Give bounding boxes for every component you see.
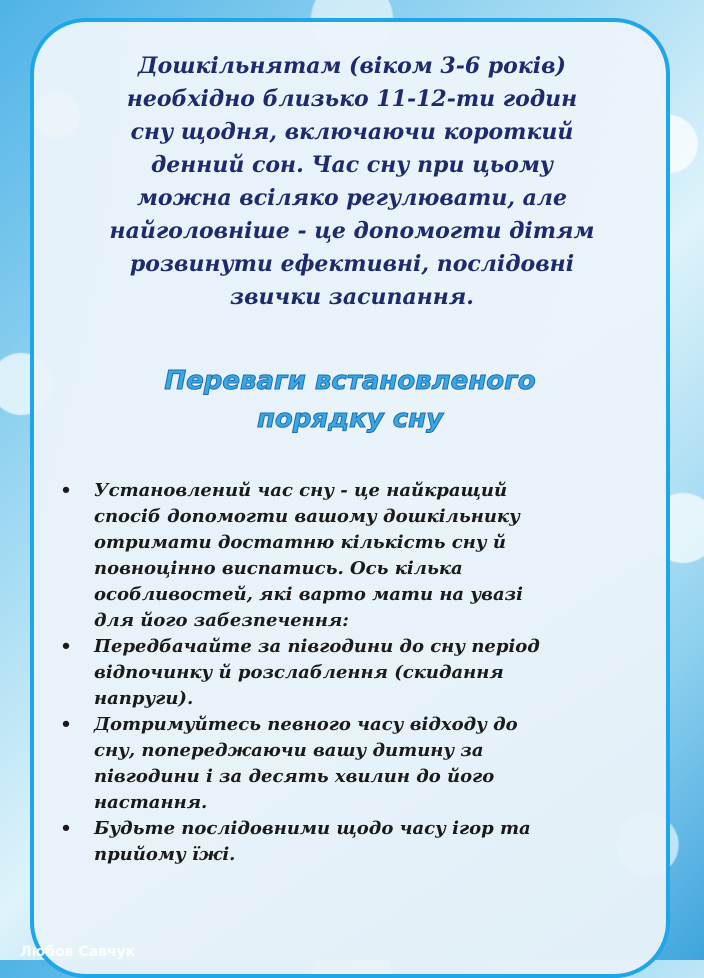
bullet-icon: • bbox=[60, 714, 72, 735]
list-item-line: повноцінно виспатись. Ось кілька bbox=[94, 558, 463, 579]
bullet-icon: • bbox=[60, 818, 72, 839]
list-item bbox=[56, 816, 646, 868]
intro-line: звички засипання. bbox=[230, 284, 474, 310]
list-item-line: спосіб допомогти вашому дошкільнику bbox=[94, 506, 520, 527]
intro-line: розвинути ефективні, послідовні bbox=[129, 251, 575, 277]
intro-line: сну щодня, включаючи короткий bbox=[130, 119, 574, 145]
section-heading bbox=[80, 362, 620, 438]
intro-line: необхідно близько 11-12-ти годин bbox=[126, 86, 578, 112]
list-item-line: напруги). bbox=[94, 688, 194, 709]
list-item-line: півгодини і за десять хвилин до його bbox=[94, 766, 495, 787]
bullet-icon: • bbox=[60, 636, 72, 657]
intro-line: Дошкільнятам (віком 3-6 років) bbox=[138, 53, 566, 79]
heading-line: порядку сну bbox=[256, 404, 444, 434]
list-item bbox=[56, 634, 646, 712]
list-item-line: відпочинку й розслаблення (скидання bbox=[94, 662, 504, 683]
intro-paragraph bbox=[52, 50, 652, 314]
intro-line: можна всіляко регулювати, але bbox=[137, 185, 567, 211]
intro-line: денний сон. Час сну при цьому bbox=[150, 152, 554, 178]
heading-line: Переваги встановленого bbox=[164, 366, 536, 396]
list-item bbox=[56, 712, 646, 816]
list-item-line: Передбачайте за півгодини до сну період bbox=[94, 636, 540, 657]
list-item-line: особливостей, які варто мати на увазі bbox=[94, 584, 523, 605]
intro-line: найголовніше - це допомогти дітям bbox=[109, 218, 595, 244]
author-caption: Любов Савчук bbox=[20, 944, 136, 960]
list-item-line: отримати достатню кількість сну й bbox=[94, 532, 506, 553]
bullet-icon: • bbox=[60, 480, 72, 501]
list-item-line: настання. bbox=[94, 792, 208, 813]
list-item-line: для його забезпечення: bbox=[94, 610, 349, 631]
list-item-line: сну, попереджаючи вашу дитину за bbox=[94, 740, 484, 761]
list-item-line: прийому їжі. bbox=[94, 844, 236, 865]
list-item-line: Будьте послідовними щодо часу ігор та bbox=[94, 818, 531, 839]
list-item-line: Дотримуйтесь певного часу відходу до bbox=[94, 714, 518, 735]
tips-list bbox=[56, 478, 646, 868]
list-item-line: Установлений час сну - це найкращий bbox=[94, 480, 508, 501]
list-item bbox=[56, 478, 646, 634]
